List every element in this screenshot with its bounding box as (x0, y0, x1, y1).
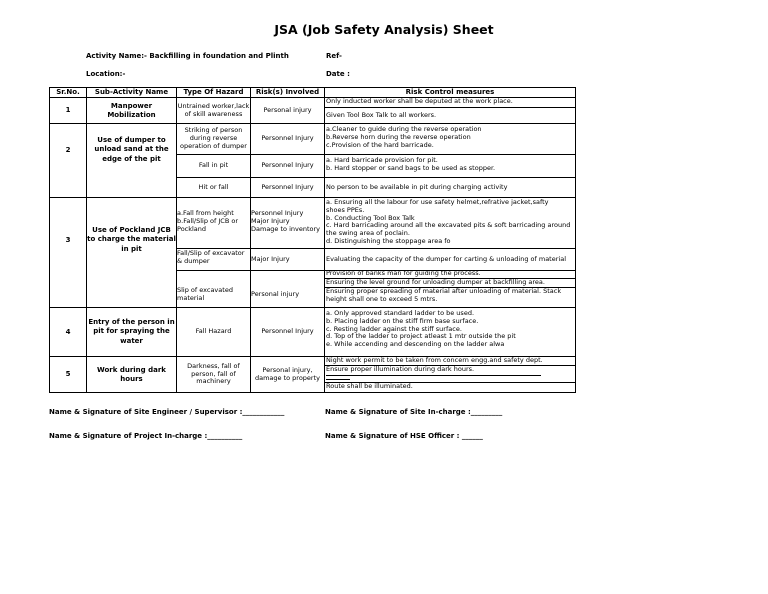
row4-risk: Personnel Injury (261, 327, 314, 336)
row2-measure-3: No person to be available in pit during charging activity (326, 182, 508, 191)
hazard-line: material (177, 293, 205, 302)
measure-line: a. Only approved standard ladder to be used. (326, 310, 475, 317)
row3-risk-2: Major Injury (251, 254, 290, 263)
row3-measure-2: Evaluating the capacity of the dumper for carting & unloading of material (326, 254, 567, 263)
row1-hazard: Untrained worker,lack of skill awareness (177, 101, 250, 118)
row2-hazard-3: Hit or fall (198, 182, 229, 191)
row3-hazard-2 (176, 250, 250, 270)
signature-site-engineer: Name & Signature of Site Engineer / Supervisor :____________ (49, 408, 285, 416)
overprinted-text-strike (326, 375, 541, 376)
row3-measure-1 (325, 199, 575, 248)
row3-risk-3: Personal injury (251, 290, 300, 299)
row5-risk: Personal injury, damage to property (254, 365, 321, 382)
row2-measure-2 (325, 157, 575, 177)
measure-line: e. While accending and descending on the ladder alwa (326, 340, 505, 349)
measure-line: a. Ensuring all the labour for use safety helmet,refrative jacket,safty (326, 199, 549, 206)
page-title: JSA (Job Safety Analysis) Sheet (274, 22, 494, 37)
date-label: Date : (326, 70, 350, 78)
risk-line: Damage to inventory (251, 224, 321, 233)
ref-label: Ref- (326, 52, 342, 60)
hazard-line: a.Fall from height (177, 210, 234, 217)
measure-line: b.Reverse horn during the reverse operation (326, 132, 471, 141)
row4-measure (325, 310, 575, 356)
activity-name: Activity Name:- Backfilling in foundation and Plinth (86, 52, 289, 60)
signature-project-incharge: Name & Signature of Project In-charge :__________ (49, 432, 243, 440)
measure-line: shoes PPEs. (326, 205, 365, 214)
measure-line: c. Hard barricading around all the excavated pits & soft barricading around (326, 221, 571, 230)
measure-line: a. Hard barricade provision for pit. (326, 157, 438, 164)
row2-hazard-1: Striking of person during reverse operation of dumper (180, 126, 247, 150)
row3-measure-3c (325, 288, 575, 307)
measure-line: c. Resting ladder against the stiff surface. (326, 324, 462, 333)
signature-hse-officer: Name & Signature of HSE Officer : ______ (325, 432, 483, 440)
risk-line: Major Injury (251, 216, 290, 225)
row5-measure-b: Ensure proper illumination during dark hours. (326, 365, 475, 373)
row5-sub-activity: Work during dark hours (97, 366, 166, 383)
header-control: Risk Control measures (405, 87, 495, 96)
row2-hazard-2: Fall in pit (198, 161, 229, 170)
hazard-line: Pockland (177, 224, 207, 233)
row2-measure-1 (325, 126, 575, 154)
measure-line: b. Placing ladder on the stiff firm base surface. (326, 316, 479, 325)
measure-line: d. Top of the ladder to project atleast 1 mtr outside the pit (326, 332, 516, 341)
measure-line: d. Distinguishing the stoppage area fo (326, 236, 451, 245)
hazard-line: Fall/Slip of excavator (177, 250, 245, 257)
row3-sr: 3 (65, 235, 71, 244)
signature-site-incharge: Name & Signature of Site In-charge :_________ (325, 408, 503, 416)
row3-measure-3b: Ensuring the level ground for unloading dumper at backfilling area. (326, 279, 545, 287)
row3-measure-3a: Provision of banks man for guiding the process. (326, 270, 481, 278)
row2-risk-3: Personnel Injury (261, 182, 314, 191)
row4-sub-activity: Entry of the person in pit for spraying the water (88, 318, 175, 345)
measure-line: the swing area of poclain. (326, 229, 410, 238)
row5-measure-a: Night work permit to be taken from concern engg.and safety dept. (326, 356, 543, 364)
measure-line: a.Cleaner to guide during the reverse operation (326, 126, 482, 133)
row1-sub-activity: Manpower Mobilization (107, 102, 156, 119)
risk-line: Personnel Injury (251, 210, 304, 217)
hazard-line: & dumper (177, 256, 210, 265)
hazard-line: b.Fall/Slip of JCB or (177, 216, 239, 225)
row4-hazard: Fall Hazard (195, 327, 232, 336)
row1-sr: 1 (65, 106, 71, 115)
row2-sub-activity: Use of dumper to unload sand at the edge of the pit (94, 136, 169, 163)
row1-measure-a: Only inducted worker shall be deputed at the work place. (326, 97, 513, 106)
row5-sr: 5 (65, 370, 71, 379)
measure-line: b. Conducting Tool Box Talk (326, 213, 415, 222)
measure-line: c.Provision of the hard barricade. (326, 140, 434, 149)
row2-risk-1: Personnel Injury (261, 134, 314, 143)
row5-measure-c: Route shall be illuminated. (326, 382, 413, 391)
row2-risk-2: Personnel Injury (261, 161, 314, 170)
row1-risk: Personal injury (263, 105, 312, 114)
measure-line: height shall one to exceed 5 mtrs. (326, 294, 438, 303)
measure-line: Ensuring proper spreading of material after unloading of material. Stack (326, 288, 562, 295)
measure-line: b. Hard stopper or sand bags to be used as stopper. (326, 163, 496, 172)
row2-sr: 2 (65, 145, 71, 154)
overprinted-text-strike (326, 379, 350, 380)
header-sr-no: Sr.No. (56, 87, 80, 96)
header-risk: Risk(s) Involved (255, 87, 320, 96)
row3-hazard-1 (176, 210, 250, 240)
row3-hazard-3 (176, 287, 250, 307)
row3-risk-1 (250, 210, 324, 240)
row1-measure-b: Given Tool Box Talk to all workers. (326, 110, 437, 119)
row4-sr: 4 (65, 327, 71, 336)
header-hazard: Type Of Hazard (183, 87, 244, 96)
location-label: Location:- (86, 70, 126, 78)
row5-hazard: Darkness, fall of person, fall of machinery (187, 361, 240, 386)
hazard-line: Slip of excavated (177, 287, 233, 294)
header-sub-activity: Sub-Activity Name (94, 87, 169, 96)
row3-sub-activity: Use of Pockland JCB to charge the material in pit (87, 226, 176, 253)
